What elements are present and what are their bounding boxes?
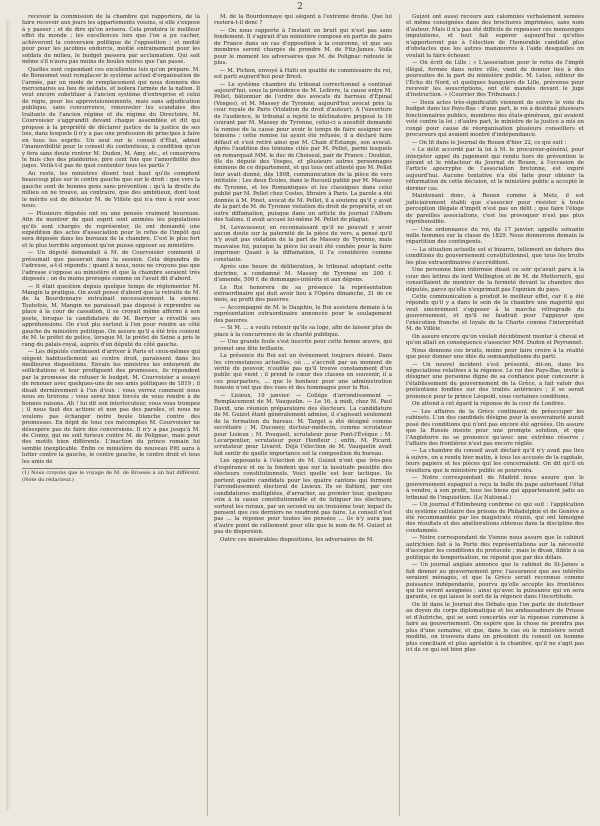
- paragraph: Quelles sont cependant ces excellentes lois qu'on prépare. M. de Bonnomet veut remplacer le système actuel d'organisation de l'armée, par un mode de remplacement qui nous donnera des mercenaires au lieu de soldats, et isolera l'armée de la nation. Il veut encore substituer à l'ancien système d'entreprise et celui de régie, pour les approvisionnements, mais sans adjudication publique, sans concurrence, renouveler les scandales des traitants de l'ancien régime et du régime du Directoire. M. Courvoisier s'aggrandit devant chaque assemblée et dit qui propose à la propriété de déclarer justice de la justice de ses lois, dans lesquels il n'y a pas une profession de principes à faire en tous les esprits. Un seul sur le conseil d'État, admet l'inamovibilité pour le conseil du contentieux, à condition qu'on y fera sans doute rentrer M. Dudon, M. Amy, etc., et conservera le huis clos des plaidoiries, pire cent fois que l'amovibilité des juges. Voilà-t-il pas de quoi contenter tous les partis ?: [22, 66, 200, 170]
- paragraph: — Les affaires de la Grèce continuent de préoccuper les cabinets. L'un des candidats désigne pour la souveraineté aurait posé des conditions qui n'ont pas encore été agréées. On assure que la Russie insiste pour une prompte solution, et que l'Angleterre ne se prononce qu'avec une extrême réserve ; l'affaire des frontières n'est pas encore réglée.: [406, 408, 584, 447]
- page-number: 2: [297, 2, 303, 12]
- paragraph: — Notre correspondant de Madrid nous assure que le gouvernement espagnol a reçu la bulle du pape autorisant l'état à vendre, à son profit, tous les biens qui appartenaient jadis au tribunal de l'inquisition. (Le National.): [406, 475, 584, 501]
- paragraph: — Il était question depuis quelque temps de réglementer M. Mangin la pratique. On avait pensé d'abord que la retraite de M. de la Bourdonnaye entraînait nécessairement la sienne. Toutefois, M. Mangin ne paraissait pas disposé à reprendre sa place à la cour de cassation, il se croyait même affermi à son poste, lorsque la candidature de M. Berryer a réveillé ses appréhensions. On s'est plu surtout à l'en pour rendre au côté gauche du ministère politique. On assure qu'il a été très content de M. le préfet de police, lorsque M. le préfet de Seine a pris le rang du palais-royal, auprès d'un député du côté gauche.: [22, 283, 200, 348]
- paragraph: — Le système chambre du tribunal correctionnel a continué aujourd'hui, sous la présidence de M. Lefèvre, la cause entre M. Pellet, bâtonnier de l'ordre des avocats du barreau d'Épinal (Vosges), et M. Massey de Tyronne, aujourd'hui avocat près la cour royale de Paris (Violation du droit d'auteur). A l'ouverture de l'audience, le tribunal a rejeté le déclinatoire proposé le 16 courant par M. Massey de Tyronne, celui-ci a aussitôt demandé la remise de la cause pour avoir le temps de faire assigner ses témoins ; cette remise lui ayant été refusée, il a déclaré faire défaut et s'est retiré ainsi que M. Chaix d'Estange, son avocat. Après l'audition des témoins cités par M. Pellet, parmi lesquels on remarquait MM. le duc de Choiseul, pair de France ; Doublat, fils du député des Vosges, et plusieurs autres personnages éminens de ce département, et qui tous ont attesté que M. Pellet leur avait donné, dès 1808, communication de la pièce de vers intitulée : Les deux Écoles, dans le Recueil publié par M. Massey de Tyronne, et les Romantiques et les classiques dans celui publié par M. Pellet chez Costes, libraire à Paris. La parole a été donnée à M. Pinet, avocat de M. Pellet, il a soutenu qu'il y avait de la part de M. de Tyronne violation du droit de propriété, et en outre diffamation, puisque dans un article du journal l'Album des Salons, il avait accusé lui-même M. Pellet de plagiat.: [214, 81, 392, 224]
- paragraph: — Un journal d'Édimbourg confirme ce qui suit : l'application du système cellulaire des prisons de Philadelphie et de Genève a été recommandée par les magistrats réunis, qui ont témoigné des résultats et des améliorations obtenus dans la discipline des condamnés.: [406, 502, 584, 534]
- footnote: (1) Nous croyons que le voyage de M. de Brosses a un but différent. (Note du rédacteur.): [22, 470, 200, 483]
- paragraph: — Si M. ... a voulu retenir qu'ils sa loge, afin de laisser plus de place à la concurrence de la charité publique.: [214, 325, 392, 338]
- paragraph: Guizot ont aussi recours aux calomnies verbalement semées et même consignées dans des brochures imprimées, sans nom d'auteur. Mais il n'a pas été difficile de repousser ces mensonges imputations, et tout fait espérer aujourd'hui qu'elles n'apporteront pas à l'élection de l'honorable candidat plus d'obstacles que les autres manœuvres à l'aide desquelles on voulait la faire échouer.: [406, 14, 584, 59]
- column-2: [207, 14, 392, 816]
- paragraph: Après une heure de délibération, le tribunal adoptant cette doctrine, a condamné M. Massey de Tyronne en 200 f. d'amende, 500 f. de dommages-intérêts et aux dépens.: [214, 264, 392, 284]
- paragraph: Maintenant donc, à Rouen comme à Metz, il est judiciairement établi que s'associer pour résister à toute perception illégale d'impôt n'est pas un délit ; que faire l'éloge de pareilles associations, c'est les provoquer n'est pas plus répréhensible.: [406, 193, 584, 226]
- paragraph: recevoir la commission de la chambre qui rapportera, de la faire recevoir aux jours les appartements voisins, si elle s'expose à y passer ; et de dire qu'on avisera. Cela produira le meilleur effet du monde ; les excellences lors que l'on a pu cacher, achèveront la conversion politique de l'opposition ; et moitié pour pour les jacobins endurcis, moitié entrainement pour les soldats du milieu, le budget passera par acclamation. Qui sait même s'il n'aura pas moins de boules noires que l'an passé.: [22, 14, 200, 66]
- paragraph: — On nous rapporte à l'instant un bruit qui n'est pas sans fondement. Il s'agirait d'un ministère composé en partie de pairs de France dans un cas d'opposition à la couronne, et que ses membres seront chargés de prendre M. de Fitz-James. Voilà pour le moment les adversaires que M. de Polignac redoute le plus.: [214, 27, 392, 67]
- paragraph: — On écrit de Lille : « L'association pour le refus de l'impôt illégal, formée dans notre ville, vient de donner lieu à des poursuites de la part du ministère public. M. Leleu, éditeur de l'Écho du Nord, et quelques banquiers de Lille, prévenus pour recevoir les souscriptions, ont été mandés devant le juge d'instruction. » (Courrier des Tribunaux.): [406, 60, 584, 99]
- paragraph: — On lit dans le Journal de Rouen d'hier 22, ce qui suit :: [412, 139, 567, 146]
- paragraph: — Une ordonnance du roi, du 17 janvier, appelle soixante mille hommes sur la classe de 1829. Nous donnerons demain la répartition des contingents.: [406, 226, 584, 246]
- column-3: [399, 14, 584, 816]
- paragraph: Une personne bien informée disait ce soir qu'avait paru à la cour des lettres de lord Wellington et de M. de Metternich, qui conseillaient de montrer de la fermeté devant la chambre des députés, parce qu'elle n'exprimait pas l'opinion du pays.: [406, 267, 584, 293]
- paragraph: — M. Pichon, envoyé à Haïti en qualité de commissaire du roi, est parti aujourd'hui pour Brest.: [214, 67, 392, 81]
- paragraph: On assure encore qu'on voulait décidément monter à cheval et qu'on allait en conséquence s'associer MM. Dudon et Peyronnet.: [406, 333, 584, 347]
- paragraph: M. de la Bourdonnaye qui siègent à l'extrême droite. Que lui restera-t-il donc ?: [214, 14, 392, 27]
- paragraph: Au reste, les ministres disent tout haut qu'ils comptent beaucoup plus sur le centre gauche que sur le droit : que vers la gauche sont de bonnes gens sans prévention ; qu'à la droite du milieu on ne trouve, au contraire, que des ambitieux, dont tout le mérite est de détester M. de Villèle qui n'a rien à voir avec nous.: [22, 170, 200, 210]
- paragraph: — Plusieurs députés ont eu une pensée vraiment heureuse. Afin de montrer de quel esprit sont animées les populations qu'ils sont chargés de représenter, ils ont demandé une expédition des actes d'association pour le refus de l'impôt qui sera déposée dans les bureaux de la chambre. C'est le plus fort et le plus terrible argument qu'on puisse opposer au ministère.: [22, 210, 200, 249]
- paragraph: Le Roi honorera de sa présence la représentation extraordinaire qui doit avoir lieu à l'Opéra dimanche, 31 de ce mois, au profit des pauvres.: [214, 284, 392, 304]
- paragraph: — Un député demandait à M. de Courvoisier comment il présumait que passerait dans la session. Cela dépendra de l'adresse, a-t-il répondu ; quant à nous, nous ne croyons pas que l'adresse s'oppose au ministère et que la chambre seraient très disposés ; on du moins prorogée comme on l'avait dit d'abord.: [22, 250, 200, 283]
- paragraph: On attend à cet égard la réponse de la cour de Londres.: [412, 401, 566, 408]
- column-1: [22, 14, 200, 816]
- paragraph: — Deux actes très-significatifs viennent de suivre le vote du budget dans les Pays-Bas : d'une part, le roi a destitué plusieurs fonctionnaires publics, membres des états-généraux, qui avaient voté contre la loi ; d'autre part, le ministre de la justice a mis en congé pour cause de réorganisation plusieurs conseillers et procureurs qui avaient montré d'indépendance.: [406, 99, 584, 139]
- paragraph: — La situation actuelle est si bizarre, tellement en dehors des conditions du gouvernement constitutionnel, que tous les bruits les plus extraordinaires s'accréditent.: [406, 246, 584, 266]
- paragraph: Les opposants à l'élection de M. Guizot n'ont que très-peu d'espérance et ne la fondent que sur la lassitude possible des électeurs constitutionnels. Voici quelle est leur tactique. Ils portent quatre candidats pour les quatre cantons qui forment l'arrondissement électoral de Lisieux. Ils se flattent, par ces candidatures multipliées, d'arracher, au premier tour, quelques voix à la cause constitutionnelle et de fatiguer les électeurs, surtout les ruraux, par un second ou un troisième tour, lequel ils pensent que ces derniers ne voudront pas faire. Le conseil n'est pas ... la réponse pour toutes les pensées ... ils n'y aura pas d'autre point de ralliement pour elle que le nom de M. Guizot et pas de dispersion.: [214, 458, 392, 536]
- paragraph: — Accompagné de M. le Dauphin, le Roi assistera demain à la représentation extraordinaire annoncée pour le soulagement des pauvres.: [214, 304, 392, 324]
- paragraph: La présence du Roi est un événement toujours désiré. Dans les circonstances actuelles, où ... s'accroît par un moment de vérité du pouvoir, n'oublie pas qu'il trouve constamment d'un public qui vient ; il prend le cœur des classes en souvenir, il a ces pourparlers, ... que le bonheur pour une administration funeste n'ont que des vues et des hommages pour le Roi.: [214, 353, 392, 392]
- paragraph: — Un nouvel incident s'est présenté, dit-on, dans les négociations relatives à la régence. Le roi des Pays-Bas, invité à désigner une personne digne de sa confiance pour concourir à l'établissement du gouvernement de la Grèce, a fait valoir des prétentions fondées sur des traités antérieurs ; il se serait prononcé pour le prince Léopold, sous certaines conditions.: [406, 361, 584, 400]
- binding-shadow: [6, 20, 11, 810]
- paragraph: — Une grande foule s'est inscrite pour cette bonne œuvre, qui promet une fête brillante.: [214, 339, 392, 352]
- paragraph: — Les députés continuent d'arriver à Paris et ceux-mêmes qui siègent habituellement au centre droit, paraissent dans les meilleures dispositions. Envain les ministres les entourent de sollicitations et leur prodiguent des promesses, ils répondent par la promesse de refuser le budget. M. Courvoisier a essayé de renouer avec quelques-uns de ses amis politiques de 1819 ; il disait dernièrement à l'un d'eux : vous verrez comment nous nous en tirerons ; vous serez bien forcés de vous rendre à de bonnes raisons. Ah ! lui dit son interlocuteur, vous vous trompez ; il nous faut des actions et non pas des paroles, et nous ne voulons pas échanger notre boule blanche contre des promesses. En dépit de tous ces mécomptes M. Courvoisier ne désespère pas de faire des conversions. Il n'y a pas jusqu'à M. de Conny, qui ne soit furieux contre M. de Polignac, mais pour des motifs bien différents. L'inaction du prince romain lui semble inexplicable. Enfin ce ministère du nouveau Pitt aura à lutter contre la gauche, le centre gauche, le centre droit et tous les amis de: [22, 349, 200, 465]
- text-columns: [22, 14, 584, 816]
- paragraph: On lit dans le Journal des Débats que l'on parle de distribuer au doyen du corps diplomatique et les ambassadeurs de Prusse et d'Autriche, qui se sont concertés sur la réponse commune à faire au gouvernement. On espère que la chose ne prendra pas plus d'une semaine, et que, dans le cas où le ministère serait modifié, on trouvera dans un président du conseil un homme plus conciliant et plus agréable à la chambre, qu'il ne s'agit pas ici de ce qui est bien plus: [406, 601, 584, 654]
- paragraph: — La chambre du conseil avait déclaré qu'il n'y avait pas lieu à suivre, on a rendu hier matin, à tous les accusés de la capitale, leurs papiers et les pièces qui les concernaient. On dit qu'il en résultera que le ministère public se pourvoira.: [406, 448, 584, 474]
- paragraph: Outre ces misérables dispositions, les adversaires de M.: [220, 536, 374, 543]
- paragraph: Cette communication a produit le meilleur effet, car il a été répondu qu'il y a dans le sein de la chambre une majorité qui veut sincèrement s'opposer à la marche rétrograde du gouvernement, et qu'il ne faudrait pour l'appuyer que l'exécution franche et loyale de la Charte comme l'interprétait M. de Villèle.: [406, 294, 584, 333]
- paragraph: — Un journal anglais annonce que le cabinet de St-James a fait donner au gouvernement grec l'assurance que ses intérêts seraient ménagés, et que la Grèce serait reconnue comme puissance indépendante, pourvu qu'elle accepte les frontières qui lui seront assignées ; ainsi qu'avec la puissance qui en sera garante, ce qui laisse le sort de la régence dans l'incertitude.: [406, 562, 584, 601]
- paragraph: M. Levavasseur, en reconnaissant qu'il ne pouvait y avoir aucun doute sur la paternité de la pièce de vers, a pensé qu'il n'y avait pas violation de la part de Massey de Tyronne, mais mauvaise foi, puisque la pièce lui avait été confiée pour la faire imprimer. Quant à la diffamation, il l'a considérée comme constante.: [214, 224, 392, 263]
- paragraph: « Le délit accordé par la loi à M. le procureur-général, pour interjeter appel du jugement qui rendu hors de prévention le gérant et le rédacteur du Journal de Rouen, à l'occasion de l'article apocryphe de l'association bretonne, est expiré aujourd'hui. Aucune tentative n'a été faite pour obtenir la réformation de cette décision, et le ministère public a accepté le dernier cas.: [406, 147, 584, 192]
- paragraph: — Notre correspondant de Vienne nous assure que le cabinet autrichien fait à la Porte des représentations sur la nécessité d'accepter les conditions du protocole ; mais le divan, fidèle à sa politique de temporisation, ne répond que par des délais.: [406, 535, 584, 561]
- paragraph: — Lisieux, 19 janvier. — Collège d'arrondissement — Remplacement de M. Vauquelin. — Le 16, à midi, chez M. Paul David, une réunion préparatoire des électeurs. La candidature de M. Guizot étant généralement admise, il s'agissait seulement de la formation du bureau. M. Target a été désigné comme secrétaire ; M. Duconey, docteur-médecin, comme scrutateur pour Lisieux ; M. Pouqueil, scrutateur pour Pont-l'Évêque ; M. Lecarpentier, scrutateur pour Honfleur ; enfin, M. Picard, scrutateur pour Livarot. Déjà l'élection de M. Vauquelin avait fait sentir de quelle importance est la composition du bureau.: [214, 392, 392, 457]
- paragraph: Nous donnons ces bruits, moins pour faire croire à la réalité que pour donner une idée du somnambulisme du parti.: [406, 347, 584, 361]
